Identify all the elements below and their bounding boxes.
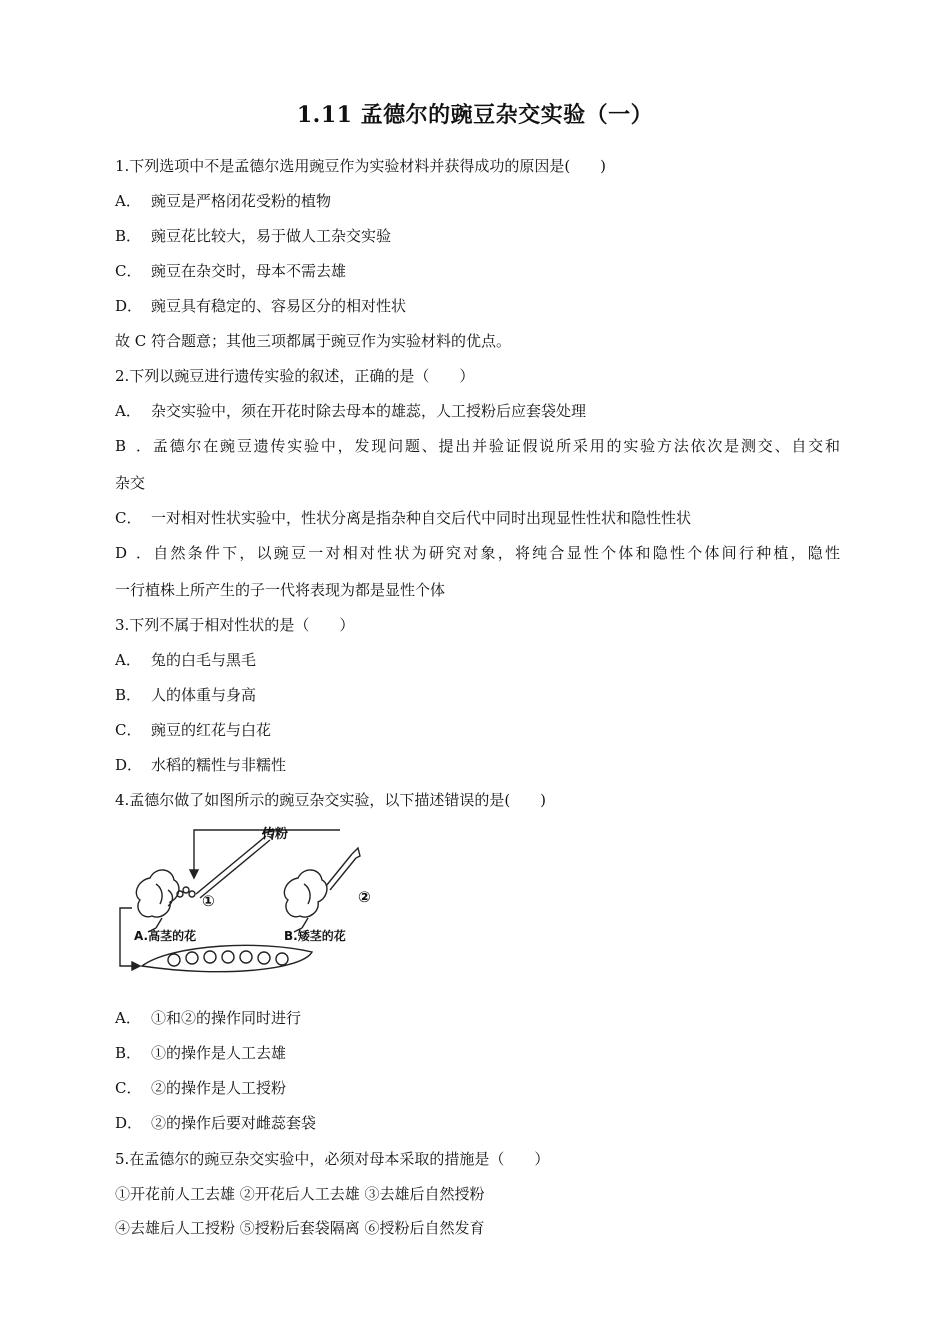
question-2-option-c: [115, 508, 691, 528]
option-letter: C．: [115, 1079, 142, 1097]
anther-icon: [189, 891, 195, 897]
question-1-option-d: [115, 296, 406, 316]
option-letter: D．: [115, 1114, 143, 1132]
option-text: 人的体重与身高: [151, 686, 257, 704]
tweezers-icon: [196, 836, 270, 898]
label-pollination: 传粉: [262, 827, 289, 842]
question-1-option-c: [115, 261, 346, 281]
option-letter: C．: [115, 262, 142, 280]
question-2-option-a: [115, 401, 586, 421]
pea-seed-icon: [204, 951, 216, 963]
question-1-option-b: [115, 226, 391, 246]
question-4-option-c: [115, 1078, 286, 1098]
option-text: ②的操作后要对雌蕊套袋: [151, 1114, 317, 1132]
option-text: ②的操作是人工授粉: [151, 1079, 287, 1097]
pea-seed-icon: [222, 951, 234, 963]
arrow-head-icon: [190, 870, 198, 878]
option-text: 一对相对性状实验中，性状分离是指杂种自交后代中同时出现显性性状和隐性性状: [151, 509, 692, 527]
question-3-stem: 3.下列不属于相对性状的是（ ）: [115, 616, 355, 634]
question-3-option-b: [115, 685, 256, 705]
option-letter: A．: [115, 402, 141, 420]
question-2-stem: 2.下列以豌豆进行遗传实验的叙述，正确的是（ ）: [115, 367, 475, 385]
question-4-stem: 4.孟德尔做了如图所示的豌豆杂交实验，以下描述错误的是( ): [115, 791, 547, 809]
question-1-option-a: [115, 191, 331, 211]
question-3-option-a: [115, 650, 256, 670]
question-3-option-d: [115, 755, 286, 775]
option-text: 豌豆在杂交时，母本不需去雄: [151, 262, 347, 280]
label-mark-1: ①: [202, 892, 215, 910]
question-4-option-d: [115, 1113, 316, 1133]
option-text: ①的操作是人工去雄: [151, 1044, 287, 1062]
flower-b-icon: [284, 870, 327, 917]
option-letter: D．: [115, 544, 151, 562]
option-letter: C．: [115, 509, 142, 527]
seed-arrow: [120, 908, 134, 966]
question-4-option-a: [115, 1008, 301, 1028]
question-5-measures-line-2: ④去雄后人工授粉 ⑤授粉后套袋隔离 ⑥授粉后自然发育: [115, 1219, 485, 1237]
figure-drawing: [112, 824, 412, 980]
flower-a-icon: [136, 870, 179, 917]
brush-icon: [326, 854, 356, 890]
option-letter: D．: [115, 756, 143, 774]
question-5-stem: 5.在孟德尔的豌豆杂交实验中，必须对母本采取的措施是（ ）: [115, 1150, 550, 1168]
question-1-stem: 1.下列选项中不是孟德尔选用豌豆作为实验材料并获得成功的原因是( ): [115, 157, 607, 175]
pea-seed-icon: [168, 954, 180, 966]
option-text: 兔的白毛与黑毛: [151, 651, 257, 669]
option-letter: A．: [115, 192, 141, 210]
question-1-note: 故 C 符合题意；其他三项都属于豌豆作为实验材料的优点。: [115, 332, 512, 350]
option-text: 豌豆具有稳定的、容易区分的相对性状: [151, 297, 407, 315]
question-2-option-d: [115, 543, 840, 563]
question-2-option-b-continued: 杂交: [115, 474, 146, 492]
option-text: ①和②的操作同时进行: [151, 1009, 302, 1027]
pea-seed-icon: [276, 953, 288, 965]
option-text: 豌豆花比较大，易于做人工杂交实验: [151, 227, 392, 245]
option-letter: B．: [115, 1044, 142, 1062]
question-2-option-b: [115, 436, 840, 456]
pea-seed-icon: [186, 952, 198, 964]
option-text: 豌豆是严格闭花受粉的植物: [151, 192, 332, 210]
option-text: 豌豆的红花与白花: [151, 721, 272, 739]
question-5-measures-line-1: ①开花前人工去雄 ②开花后人工去雄 ③去雄后自然授粉: [115, 1185, 485, 1203]
anther-icon: [183, 887, 189, 893]
pea-seed-icon: [240, 951, 252, 963]
petal-line: [156, 884, 162, 904]
label-mark-2: ②: [358, 888, 371, 906]
pea-hybridization-figure: [112, 824, 412, 980]
arrow-head-icon: [132, 962, 140, 970]
option-text: 自然条件下，以豌豆一对相对性状为研究对象，将纯合显性个体和隐性个体间行种植，隐性: [151, 544, 840, 562]
option-text: 孟德尔在豌豆遗传实验中，发现问题、提出并验证假说所采用的实验方法依次是测交、自交和: [151, 437, 840, 455]
page-title: 1.11 孟德尔的豌豆杂交实验（一）: [296, 102, 654, 128]
petal-line: [168, 890, 173, 906]
option-letter: B．: [115, 437, 151, 455]
option-letter: C．: [115, 721, 142, 739]
option-letter: B．: [115, 227, 142, 245]
option-letter: A．: [115, 1009, 141, 1027]
petal-line: [304, 884, 310, 904]
option-letter: B．: [115, 686, 142, 704]
option-text: 水稻的糯性与非糯性: [151, 756, 287, 774]
option-letter: A．: [115, 651, 141, 669]
question-2-option-d-continued: 一行植株上所产生的子一代将表现为都是显性个体: [115, 581, 446, 599]
question-4-option-b: [115, 1043, 286, 1063]
question-3-option-c: [115, 720, 271, 740]
pea-seed-icon: [258, 952, 270, 964]
option-letter: D．: [115, 297, 143, 315]
label-flower-a: A.高茎的花: [134, 929, 197, 943]
option-text: 杂交实验中，须在开花时除去母本的雄蕊，人工授粉后应套袋处理: [151, 402, 587, 420]
label-flower-b: B.矮茎的花: [284, 929, 346, 943]
